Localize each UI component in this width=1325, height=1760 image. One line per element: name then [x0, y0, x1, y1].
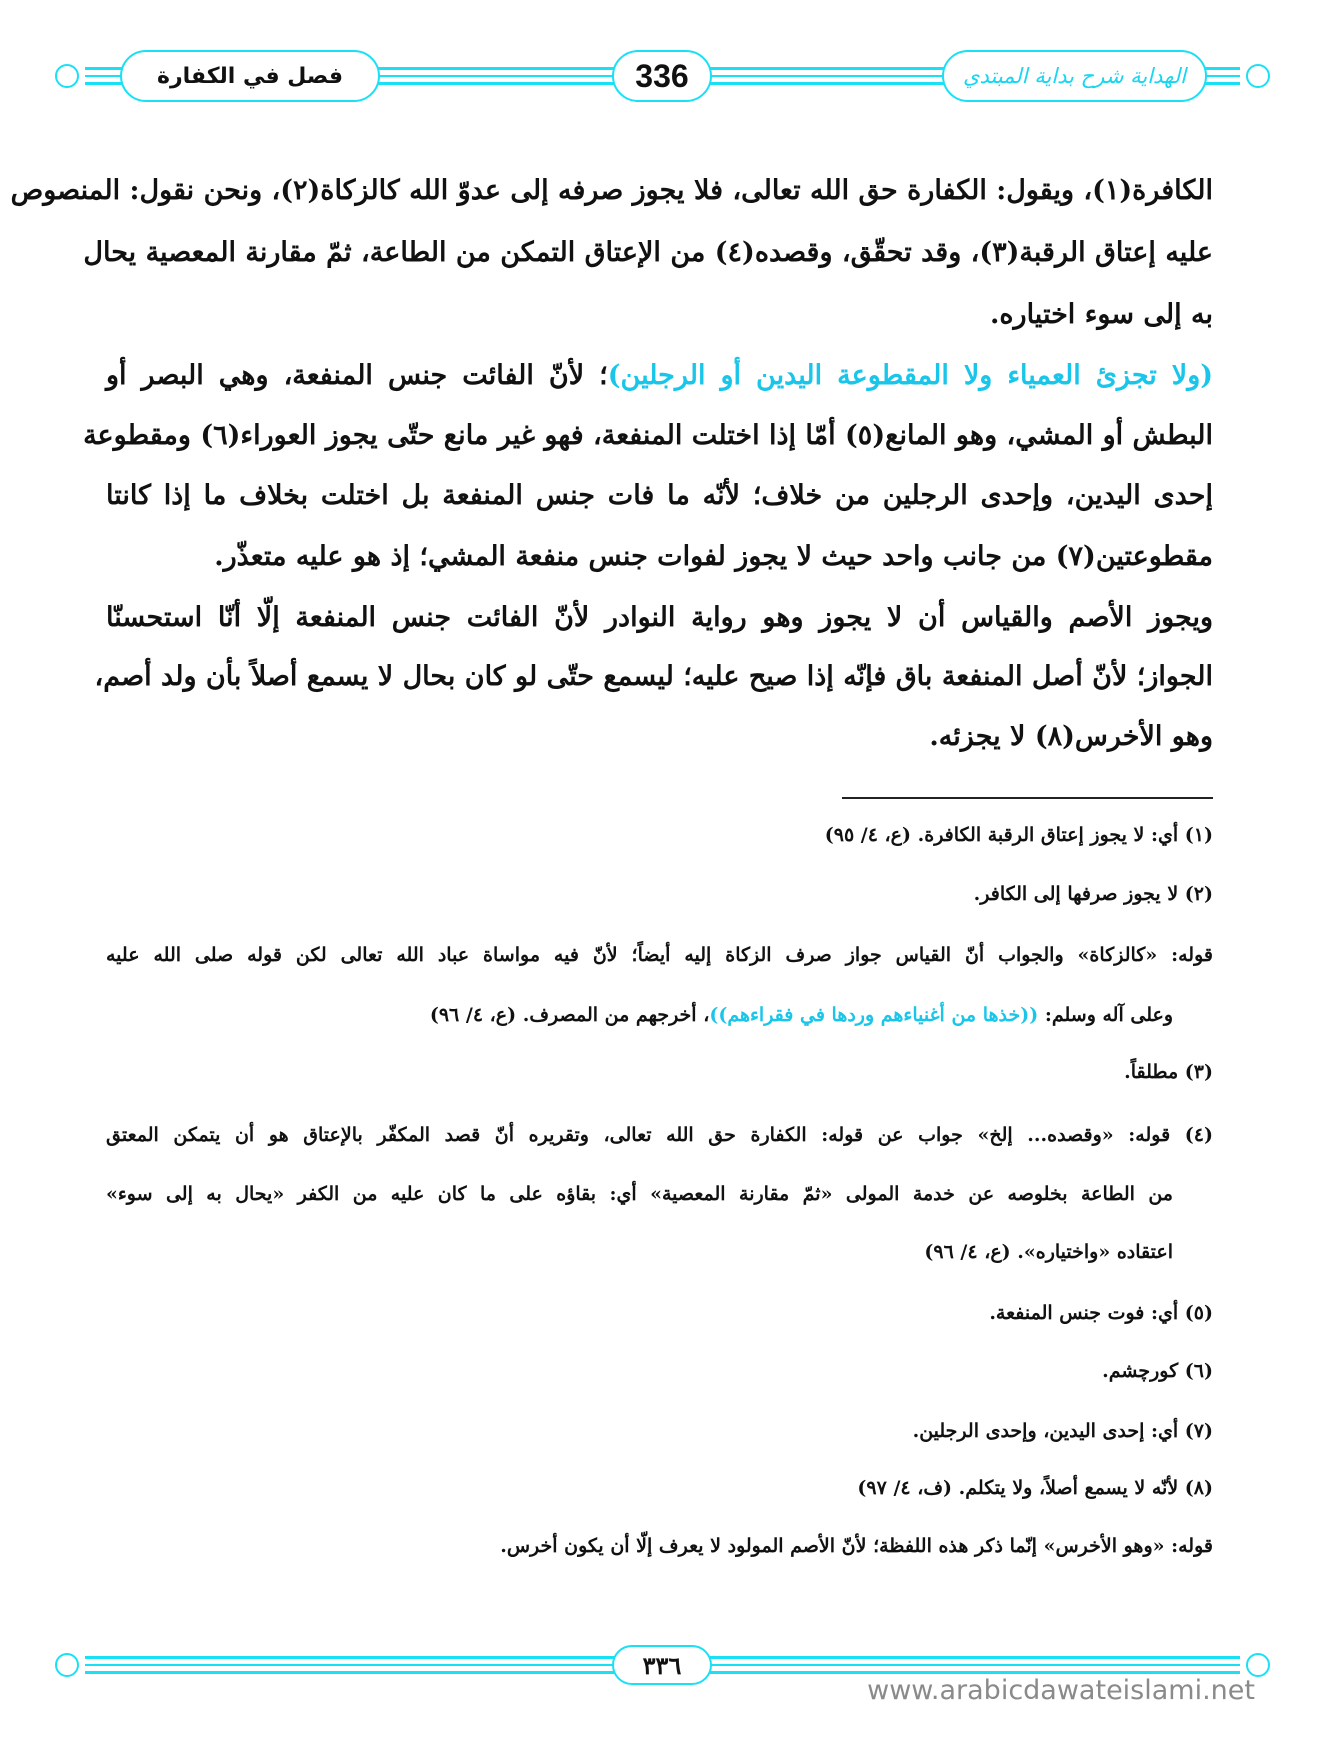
footnote: من الطاعة بخلوصه عن خدمة المولى «ثمّ مقارنة المعصية» أي: بقاؤه على ما كان عليه من الكفر «يحال به إلى سوء» [106, 1183, 1173, 1205]
footnote: قوله: «وهو الأخرس» إنّما ذكر هذه اللفظة؛ لأنّ الأصم المولود لا يعرف إلّا أن يكون أخرس. [500, 1535, 1213, 1557]
text-span: وعلى آله وسلم: [1038, 1004, 1173, 1026]
footer-page-number: ٣٣٦ [612, 1645, 712, 1685]
text-line: إحدى اليدين، وإحدى الرجلين من خلاف؛ لأنّه ما فات جنس المنفعة بل اختلت بخلاف ما إذا كانتا [106, 480, 1213, 511]
footnote: (٥) أي: فوت جنس المنفعة. [989, 1302, 1213, 1324]
text-line: وهو الأخرس(٨) لا يجزئه. [929, 721, 1213, 752]
text-line: ويجوز الأصم والقياس أن لا يجوز وهو رواية النوادر لأنّ الفائت جنس المنفعة إلّا أنّا استحسنّا [106, 602, 1213, 633]
book-title: الهداية شرح بداية المبتدي [942, 50, 1207, 102]
footnote: (٢) لا يجوز صرفها إلى الكافر. [973, 883, 1213, 905]
footnote [106, 995, 1213, 1035]
footnote: اعتقاده «واختياره». (ع، ٤/ ٩٦) [924, 1241, 1173, 1263]
ornament-icon [55, 64, 79, 88]
page-header [55, 50, 1270, 102]
footnote: (٦) كورچشم. [1102, 1360, 1213, 1382]
text-line: الجواز؛ لأنّ أصل المنفعة باق فإنّه إذا صيح عليه؛ ليسمع حتّى لو كان بحال لا يسمع أصلاً بأن ولد أصم، [94, 661, 1213, 692]
hadith-text: ((خذها من أغنياءهم وردها في فقراءهم)) [709, 1004, 1039, 1026]
text-line: البطش أو المشي، وهو المانع(٥) أمّا إذا اختلت المنفعة، فهو غير مانع حتّى يجوز العوراء(٦) ومقطوعة [83, 420, 1213, 451]
footnote: (٣) مطلقاً. [1124, 1061, 1213, 1083]
section-title: فصل في الكفارة [120, 50, 380, 102]
text-span: ، أخرجهم من المصرف. (ع، ٤/ ٩٦) [429, 1004, 710, 1026]
footnote-separator [842, 797, 1213, 799]
footnote: (٤) قوله: «وقصده... إلخ» جواب عن قوله: الكفارة حق الله تعالى، وتقريره أنّ قصد المكفّر بالإعتاق هو أن يتمكن المعتق [106, 1124, 1213, 1146]
text-line: به إلى سوء اختياره. [990, 299, 1213, 330]
text-line: الكافرة(١)، ويقول: الكفارة حق الله تعالى، فلا يجوز صرفه إلى عدوّ الله كالزكاة(٢)، ونحن نقول: المنصوص [10, 175, 1213, 206]
page-number: 336 [612, 50, 712, 102]
footnote: (٨) لأنّه لا يسمع أصلاً، ولا يتكلم. (ف، ٤/ ٩٧) [857, 1477, 1213, 1499]
footnote: قوله: «كالزكاة» والجواب أنّ القياس جواز صرف الزكاة إليه أيضاً؛ لأنّ فيه مواساة عباد الله تعالى لكن قوله صلى الله عليه [106, 944, 1213, 966]
footnote: (٧) أي: إحدى اليدين، وإحدى الرجلين. [912, 1420, 1213, 1442]
text-line [106, 351, 1213, 401]
text-span: ؛ لأنّ الفائت جنس المنفعة، وهي البصر أو [106, 360, 608, 391]
ornament-icon [1246, 1653, 1270, 1677]
text-line: مقطوعتين(٧) من جانب واحد حيث لا يجوز لفوات جنس منفعة المشي؛ إذ هو عليه متعذّر. [214, 541, 1213, 572]
website-url[interactable]: www.arabicdawateislami.net [867, 1675, 1255, 1706]
matn-text: (ولا تجزئ العمياء ولا المقطوعة اليدين أو الرجلين) [607, 360, 1214, 391]
ornament-icon [55, 1653, 79, 1677]
footnote: (١) أي: لا يجوز إعتاق الرقبة الكافرة. (ع، ٤/ ٩٥) [824, 824, 1213, 846]
text-line: عليه إعتاق الرقبة(٣)، وقد تحقّق، وقصده(٤) من الإعتاق التمكن من الطاعة، ثمّ مقارنة المعصية يحال [83, 237, 1213, 268]
ornament-icon [1246, 64, 1270, 88]
